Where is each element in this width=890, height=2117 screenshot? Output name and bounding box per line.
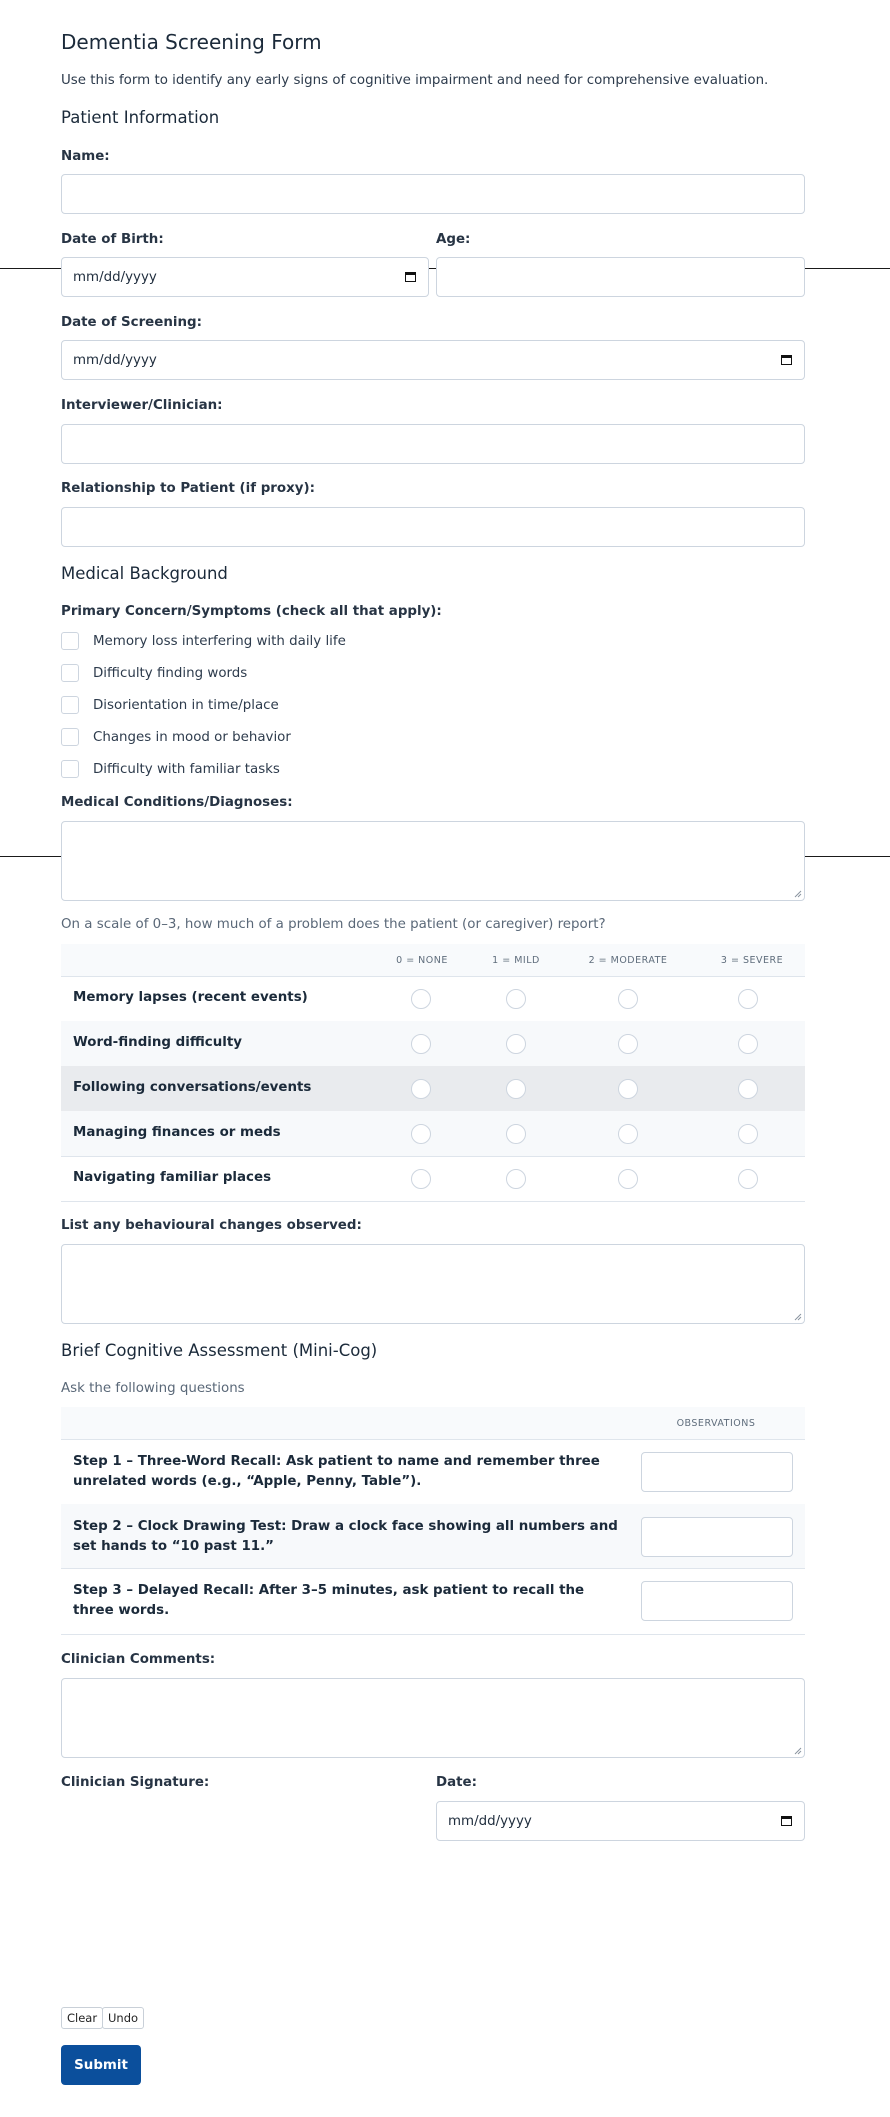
symptom-option[interactable] [61, 694, 279, 716]
screening-date-label: Date of Screening: [61, 315, 202, 330]
symptoms-label: Primary Concern/Symptoms (check all that apply): [61, 604, 442, 619]
age-label: Age: [436, 232, 471, 247]
scale-row-highlighted [61, 1066, 805, 1112]
minicog-subheading: Ask the following questions [61, 1381, 245, 1396]
minicog-step-row [61, 1504, 805, 1569]
scale-radio-0[interactable] [411, 1124, 431, 1144]
scale-radio-1[interactable] [506, 1079, 526, 1099]
minicog-table-header [61, 1407, 805, 1440]
scale-radio-0[interactable] [411, 1034, 431, 1054]
scale-row-label: Following conversations/events [73, 1080, 312, 1095]
resize-grip-icon[interactable] [794, 1313, 802, 1321]
scale-radio-1[interactable] [506, 1124, 526, 1144]
symptom-checkbox[interactable] [61, 760, 79, 778]
calendar-icon[interactable] [405, 271, 416, 282]
scale-row [61, 976, 805, 1022]
clinician-signature-label: Clinician Signature: [61, 1775, 210, 1790]
behaviour-textarea[interactable] [61, 1244, 805, 1324]
minicog-step-row [61, 1439, 805, 1505]
scale-radio-0[interactable] [411, 1079, 431, 1099]
scale-radio-2[interactable] [618, 989, 638, 1009]
symptom-checkbox[interactable] [61, 728, 79, 746]
relationship-label: Relationship to Patient (if proxy): [61, 481, 315, 496]
observations-header: OBSERVATIONS [676, 1418, 756, 1429]
scale-question: On a scale of 0–3, how much of a problem does the patient (or caregiver) report? [61, 917, 606, 932]
scale-radio-1[interactable] [506, 989, 526, 1009]
scale-row-label: Managing finances or meds [73, 1125, 281, 1140]
scale-row [61, 1021, 805, 1067]
calendar-icon[interactable] [781, 1815, 792, 1826]
clear-signature-button[interactable]: Clear [61, 2007, 103, 2029]
scale-column-header: 1 = MILD [492, 955, 540, 966]
scale-radio-3[interactable] [738, 989, 758, 1009]
scale-column-header: 3 = SEVERE [720, 955, 784, 966]
resize-grip-icon[interactable] [794, 1747, 802, 1755]
calendar-icon[interactable] [781, 354, 792, 365]
observation-input[interactable] [641, 1581, 793, 1621]
scale-column-header: 0 = NONE [396, 955, 448, 966]
age-input[interactable] [436, 257, 805, 297]
symptom-checkbox[interactable] [61, 664, 79, 682]
signature-pad[interactable] [61, 1800, 429, 2000]
medical-background-heading: Medical Background [61, 564, 228, 583]
observation-input[interactable] [641, 1452, 793, 1492]
scale-row-label: Word-finding difficulty [73, 1035, 242, 1050]
scale-radio-3[interactable] [738, 1079, 758, 1099]
clinician-comments-label: Clinician Comments: [61, 1652, 216, 1667]
conditions-textarea[interactable] [61, 821, 805, 901]
scale-radio-2[interactable] [618, 1169, 638, 1189]
scale-radio-0[interactable] [411, 989, 431, 1009]
minicog-step-text: Step 1 – Three-Word Recall: Ask patient to name and remember three unrelated words (e.g., “Apple, Penny, Table”). [73, 1454, 600, 1489]
conditions-label: Medical Conditions/Diagnoses: [61, 795, 293, 810]
dob-label: Date of Birth: [61, 232, 164, 247]
symptom-label: Difficulty finding words [93, 665, 248, 681]
scale-radio-3[interactable] [738, 1169, 758, 1189]
form-intro: Use this form to identify any early signs of cognitive impairment and need for comprehensive evaluation. [61, 73, 769, 88]
scale-column-header: 2 = MODERATE [588, 955, 668, 966]
symptom-label: Disorientation in time/place [93, 697, 279, 713]
observation-input[interactable] [641, 1517, 793, 1557]
symptom-option[interactable] [61, 758, 280, 780]
screening-date-input[interactable] [61, 340, 805, 380]
symptom-option[interactable] [61, 630, 346, 652]
dob-value: mm/dd/yyyy [73, 269, 157, 285]
interviewer-label: Interviewer/Clinician: [61, 398, 223, 413]
screening-date-value: mm/dd/yyyy [73, 352, 157, 368]
clinician-comments-textarea[interactable] [61, 1678, 805, 1758]
name-input[interactable] [61, 174, 805, 214]
minicog-step-text: Step 3 – Delayed Recall: After 3–5 minutes, ask patient to recall the three words. [73, 1583, 585, 1618]
interviewer-input[interactable] [61, 424, 805, 464]
page-title: Dementia Screening Form [61, 30, 322, 54]
resize-grip-icon[interactable] [794, 890, 802, 898]
scale-row-label: Memory lapses (recent events) [73, 990, 308, 1005]
symptom-label: Difficulty with familiar tasks [93, 761, 280, 777]
scale-radio-2[interactable] [618, 1034, 638, 1054]
patient-info-heading: Patient Information [61, 108, 220, 127]
minicog-step-row [61, 1568, 805, 1635]
name-label: Name: [61, 149, 110, 164]
scale-radio-3[interactable] [738, 1034, 758, 1054]
scale-radio-1[interactable] [506, 1034, 526, 1054]
minicog-heading: Brief Cognitive Assessment (Mini-Cog) [61, 1341, 378, 1360]
clinician-date-input[interactable] [436, 1801, 805, 1841]
scale-radio-3[interactable] [738, 1124, 758, 1144]
symptom-label: Memory loss interfering with daily life [93, 633, 346, 649]
submit-button[interactable]: Submit [61, 2045, 141, 2085]
scale-row [61, 1156, 805, 1202]
behaviour-label: List any behavioural changes observed: [61, 1218, 362, 1233]
symptom-option[interactable] [61, 662, 247, 684]
symptom-checkbox[interactable] [61, 632, 79, 650]
clinician-date-value: mm/dd/yyyy [448, 1813, 532, 1829]
undo-signature-button[interactable]: Undo [102, 2007, 144, 2029]
scale-radio-2[interactable] [618, 1079, 638, 1099]
scale-radio-2[interactable] [618, 1124, 638, 1144]
symptom-label: Changes in mood or behavior [93, 729, 291, 745]
symptom-option[interactable] [61, 726, 291, 748]
scale-radio-1[interactable] [506, 1169, 526, 1189]
scale-row [61, 1111, 805, 1157]
dob-input[interactable] [61, 257, 429, 297]
clinician-date-label: Date: [436, 1775, 477, 1790]
symptom-checkbox[interactable] [61, 696, 79, 714]
scale-table-header [61, 944, 805, 977]
minicog-step-text: Step 2 – Clock Drawing Test: Draw a clock face showing all numbers and set hands to “10 past 11.” [73, 1519, 618, 1554]
scale-row-label: Navigating familiar places [73, 1170, 272, 1185]
scale-radio-0[interactable] [411, 1169, 431, 1189]
relationship-input[interactable] [61, 507, 805, 547]
